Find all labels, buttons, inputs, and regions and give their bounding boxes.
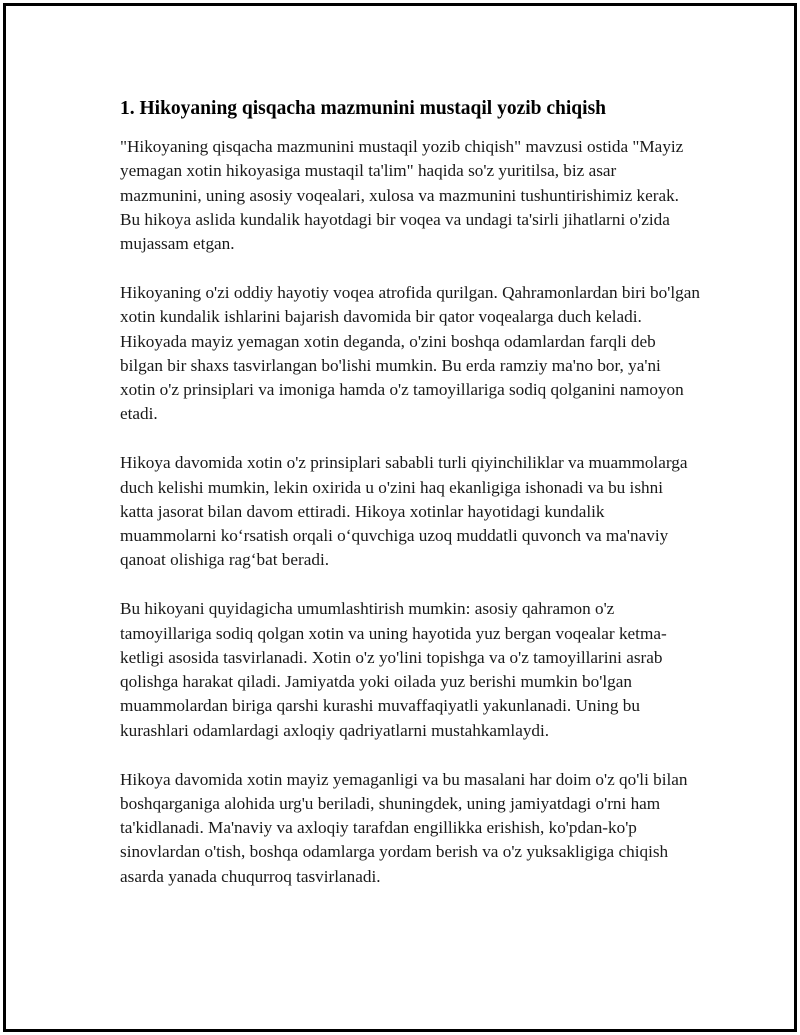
paragraph-plot: Hikoyaning o'zi oddiy hayotiy voqea atrofida qurilgan. Qahramonlardan biri bo'lgan xotin kundalik ishlarini bajarish davomida bir qator voqealarga duch keladi. Hikoyada mayiz yemagan xotin deganda, o'zini boshqa odamlardan farqli deb bilgan bir shaxs tasvirlangan bo'lishi mumkin. Bu erda ramziy ma'no bor, ya'ni xotin o'z prinsiplari va imoniga hamda o'z tamoyillariga sodiq qolganini namoyon etadi.: [120, 282, 700, 424]
paragraph-conflict: Hikoya davomida xotin o'z prinsiplari sababli turli qiyinchiliklar va muammolarga duch kelishi mumkin, lekin oxirida u o'zini haq ekanligiga ishonadi va bu ishni katta jasorat bilan davom ettiradi. Hikoya xotinlar hayotidagi kundalik muammolarni ko‘rsatish orqali o‘quvchiga uzoq muddatli quvonch va ma'naviy qanoat olishiga rag‘bat beradi.: [120, 453, 688, 570]
paragraph-intro: "Hikoyaning qisqacha mazmunini mustaqil yozib chiqish" mavzusi ostida "Mayiz yemagan xotin hikoyasiga mustaqil ta'lim" haqida so'z yuritilsa, biz asar mazmunini, uning asosiy voqealari, xulosa va mazmunini tushuntirishimiz kerak. Bu hikoya aslida kundalik hayotdagi bir voqea va undagi ta'sirli jihatlarni o'zida mujassam etgan.: [120, 137, 684, 254]
document-body: [120, 96, 700, 914]
page-frame: [3, 3, 797, 1032]
paragraph-conclusion: Hikoya davomida xotin mayiz yemaganligi va bu masalani har doim o'z qo'li bilan boshqarganiga alohida urg'u beriladi, shuningdek, uning jamiyatdagi o'rni ham ta'kidlanadi. Ma'naviy va axloqiy tarafdan engillikka erishish, ko'pdan-ko'p sinovlardan o'tish, boshqa odamlarga yordam berish va o'z yuksakligiga chiqish asarda yanada chuqurroq tasvirlanadi.: [120, 769, 688, 886]
document-title: 1. Hikoyaning qisqacha mazmunini mustaqil yozib chiqish: [120, 98, 607, 119]
paragraph-summary: Bu hikoyani quyidagicha umumlashtirish mumkin: asosiy qahramon o'z tamoyillariga sodiq qolgan xotin va uning hayotida yuz bergan voqealar ketma-ketligi asosida tasvirlanadi. Xotin o'z yo'lini topishga va o'z tamoyillarini asrab qolishga harakat qiladi. Jamiyatda yoki oilada yuz berishi mumkin bo'lgan muammolardan biriga qarshi kurashi muvaffaqiyatli yakunlanadi. Uning bu kurashlari odamlardagi axloqiy qadriyatlarni mustahkamlaydi.: [120, 599, 667, 740]
